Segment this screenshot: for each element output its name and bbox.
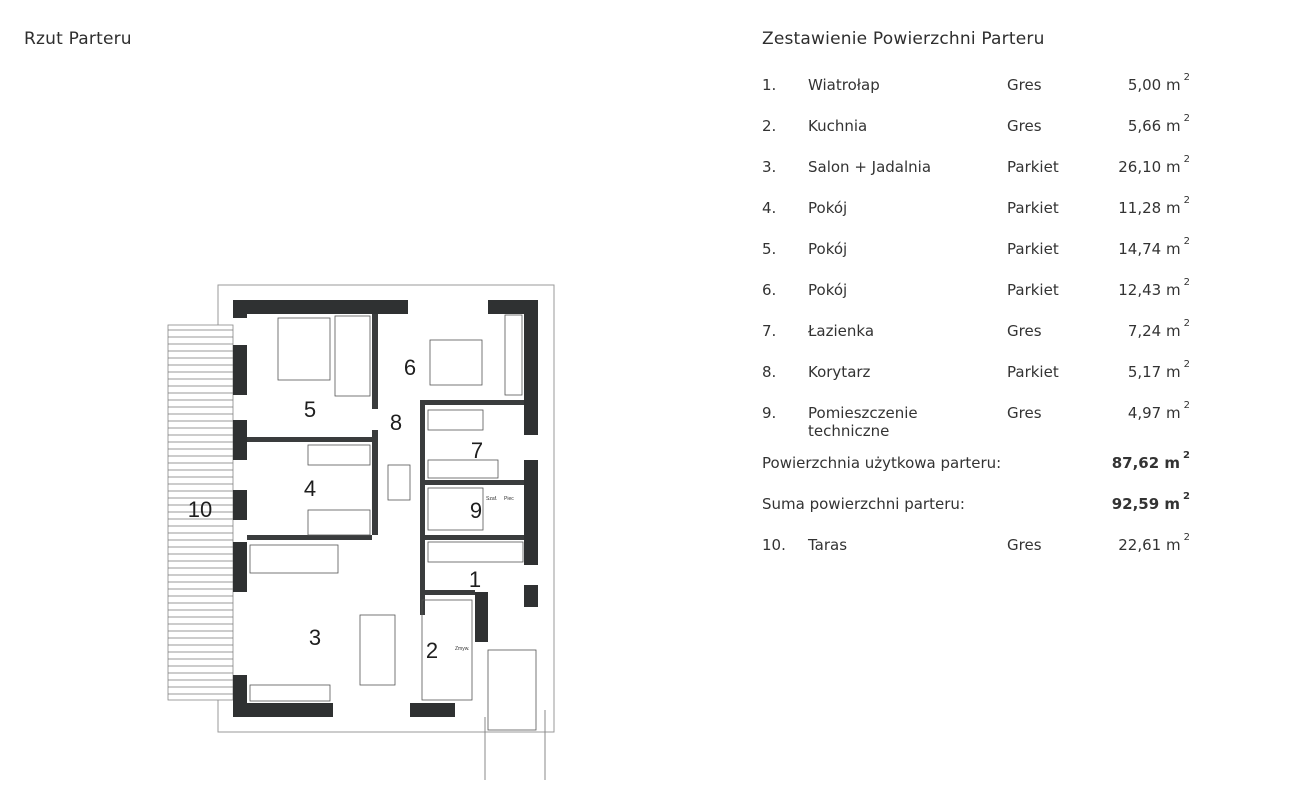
area-number: 87,62	[1111, 454, 1160, 472]
area-value	[1127, 400, 1190, 422]
area-row-4	[762, 191, 1202, 232]
row-number: 6.	[762, 281, 777, 299]
row-number: 4.	[762, 199, 777, 217]
room-label-9: 9	[469, 498, 483, 523]
room-label-6: 6	[403, 355, 417, 380]
room-name: Salon + Jadalnia	[808, 158, 932, 176]
area-row-1	[762, 68, 1202, 109]
area-number: 22,61	[1118, 536, 1162, 554]
plan-title: Rzut Parteru	[24, 29, 132, 49]
terrace-row	[762, 528, 1202, 569]
area-unit: m	[1166, 404, 1181, 422]
floor-material: Gres	[1007, 536, 1042, 554]
area-number: 14,74	[1118, 240, 1162, 258]
area-value	[1127, 113, 1190, 135]
row-number: 7.	[762, 322, 777, 340]
area-row-5	[762, 232, 1202, 273]
floor-material: Gres	[1007, 322, 1042, 340]
area-number: 5,66	[1127, 117, 1162, 135]
row-number: 1.	[762, 76, 777, 94]
area-unit: m	[1164, 454, 1181, 472]
floor-material: Parkiet	[1007, 363, 1059, 381]
usable-area-label: Powierzchnia użytkowa parteru:	[762, 454, 1002, 472]
area-value	[1118, 532, 1190, 554]
area-value	[1111, 491, 1190, 513]
row-number: 10.	[762, 536, 786, 554]
room-name: Pomieszczenie techniczne	[808, 404, 918, 440]
area-unit-exponent: 2	[1183, 491, 1190, 502]
room-label-2: 2	[425, 638, 439, 663]
area-unit-exponent: 2	[1183, 400, 1190, 411]
row-number: 5.	[762, 240, 777, 258]
roof-outline	[218, 285, 554, 732]
area-unit: m	[1166, 158, 1181, 176]
room-label-8: 8	[389, 410, 403, 435]
area-unit: m	[1166, 199, 1181, 217]
room-label-1: 1	[468, 567, 482, 592]
area-row-2	[762, 109, 1202, 150]
area-unit: m	[1166, 76, 1181, 94]
area-number: 5,00	[1127, 76, 1162, 94]
row-number: 9.	[762, 404, 777, 422]
area-unit: m	[1166, 117, 1181, 135]
area-number: 7,24	[1127, 322, 1162, 340]
interior-walls	[247, 314, 524, 615]
floor-plan	[160, 280, 560, 785]
area-unit-exponent: 2	[1183, 113, 1190, 124]
area-unit-exponent: 2	[1183, 359, 1190, 370]
area-unit-exponent: 2	[1183, 277, 1190, 288]
area-unit: m	[1166, 363, 1181, 381]
furnace-label: Piec	[504, 496, 514, 502]
area-value	[1118, 277, 1190, 299]
area-unit-exponent: 2	[1183, 195, 1190, 206]
area-number: 4,97	[1127, 404, 1162, 422]
area-number: 26,10	[1118, 158, 1162, 176]
room-label-3: 3	[308, 625, 322, 650]
total-area-row	[762, 487, 1202, 528]
area-row-8	[762, 355, 1202, 396]
floor-material: Parkiet	[1007, 199, 1059, 217]
area-number: 12,43	[1118, 281, 1162, 299]
area-value	[1127, 359, 1190, 381]
room-label-5: 5	[303, 397, 317, 422]
room-name: Pokój	[808, 281, 848, 299]
area-unit-exponent: 2	[1183, 532, 1190, 543]
area-value	[1127, 318, 1190, 340]
area-value	[1118, 236, 1190, 258]
room-label-4: 4	[303, 476, 317, 501]
area-number: 5,17	[1127, 363, 1162, 381]
wardrobe-label: Szaf.	[486, 496, 498, 502]
floor-material: Parkiet	[1007, 240, 1059, 258]
area-number: 92,59	[1111, 495, 1160, 513]
room-name: Taras	[808, 536, 848, 554]
room-label-7: 7	[470, 438, 484, 463]
area-unit-exponent: 2	[1183, 154, 1190, 165]
floor-material: Parkiet	[1007, 158, 1059, 176]
area-unit-exponent: 2	[1183, 236, 1190, 247]
usable-area-row	[762, 446, 1202, 487]
room-name: Kuchnia	[808, 117, 868, 135]
area-row-3	[762, 150, 1202, 191]
area-unit: m	[1164, 495, 1181, 513]
area-value	[1111, 450, 1190, 472]
area-value	[1118, 154, 1190, 176]
total-area-label: Suma powierzchni parteru:	[762, 495, 965, 513]
area-row-9	[762, 396, 1202, 446]
room-name: Pokój	[808, 240, 848, 258]
dishwasher-label: Zmyw.	[455, 646, 470, 652]
area-unit-exponent: 2	[1183, 318, 1190, 329]
area-unit-exponent: 2	[1183, 72, 1190, 83]
row-number: 3.	[762, 158, 777, 176]
area-unit: m	[1166, 536, 1181, 554]
area-unit: m	[1166, 281, 1181, 299]
area-unit-exponent: 2	[1183, 450, 1190, 461]
area-number: 11,28	[1118, 199, 1162, 217]
row-number: 2.	[762, 117, 777, 135]
furniture	[250, 315, 536, 730]
room-name: Pokój	[808, 199, 848, 217]
area-table	[762, 68, 1202, 569]
floor-material: Parkiet	[1007, 281, 1059, 299]
floor-material: Gres	[1007, 404, 1042, 422]
area-value	[1127, 72, 1190, 94]
area-unit: m	[1166, 240, 1181, 258]
row-number: 8.	[762, 363, 777, 381]
exterior-walls	[233, 300, 538, 717]
room-name: Korytarz	[808, 363, 871, 381]
area-table-title: Zestawienie Powierzchni Parteru	[762, 29, 1045, 49]
area-value	[1118, 195, 1190, 217]
area-unit: m	[1166, 322, 1181, 340]
floor-material: Gres	[1007, 76, 1042, 94]
floor-material: Gres	[1007, 117, 1042, 135]
area-row-6	[762, 273, 1202, 314]
room-name: Łazienka	[808, 322, 875, 340]
area-row-7	[762, 314, 1202, 355]
room-name: Wiatrołap	[808, 76, 880, 94]
room-label-10: 10	[187, 497, 213, 522]
